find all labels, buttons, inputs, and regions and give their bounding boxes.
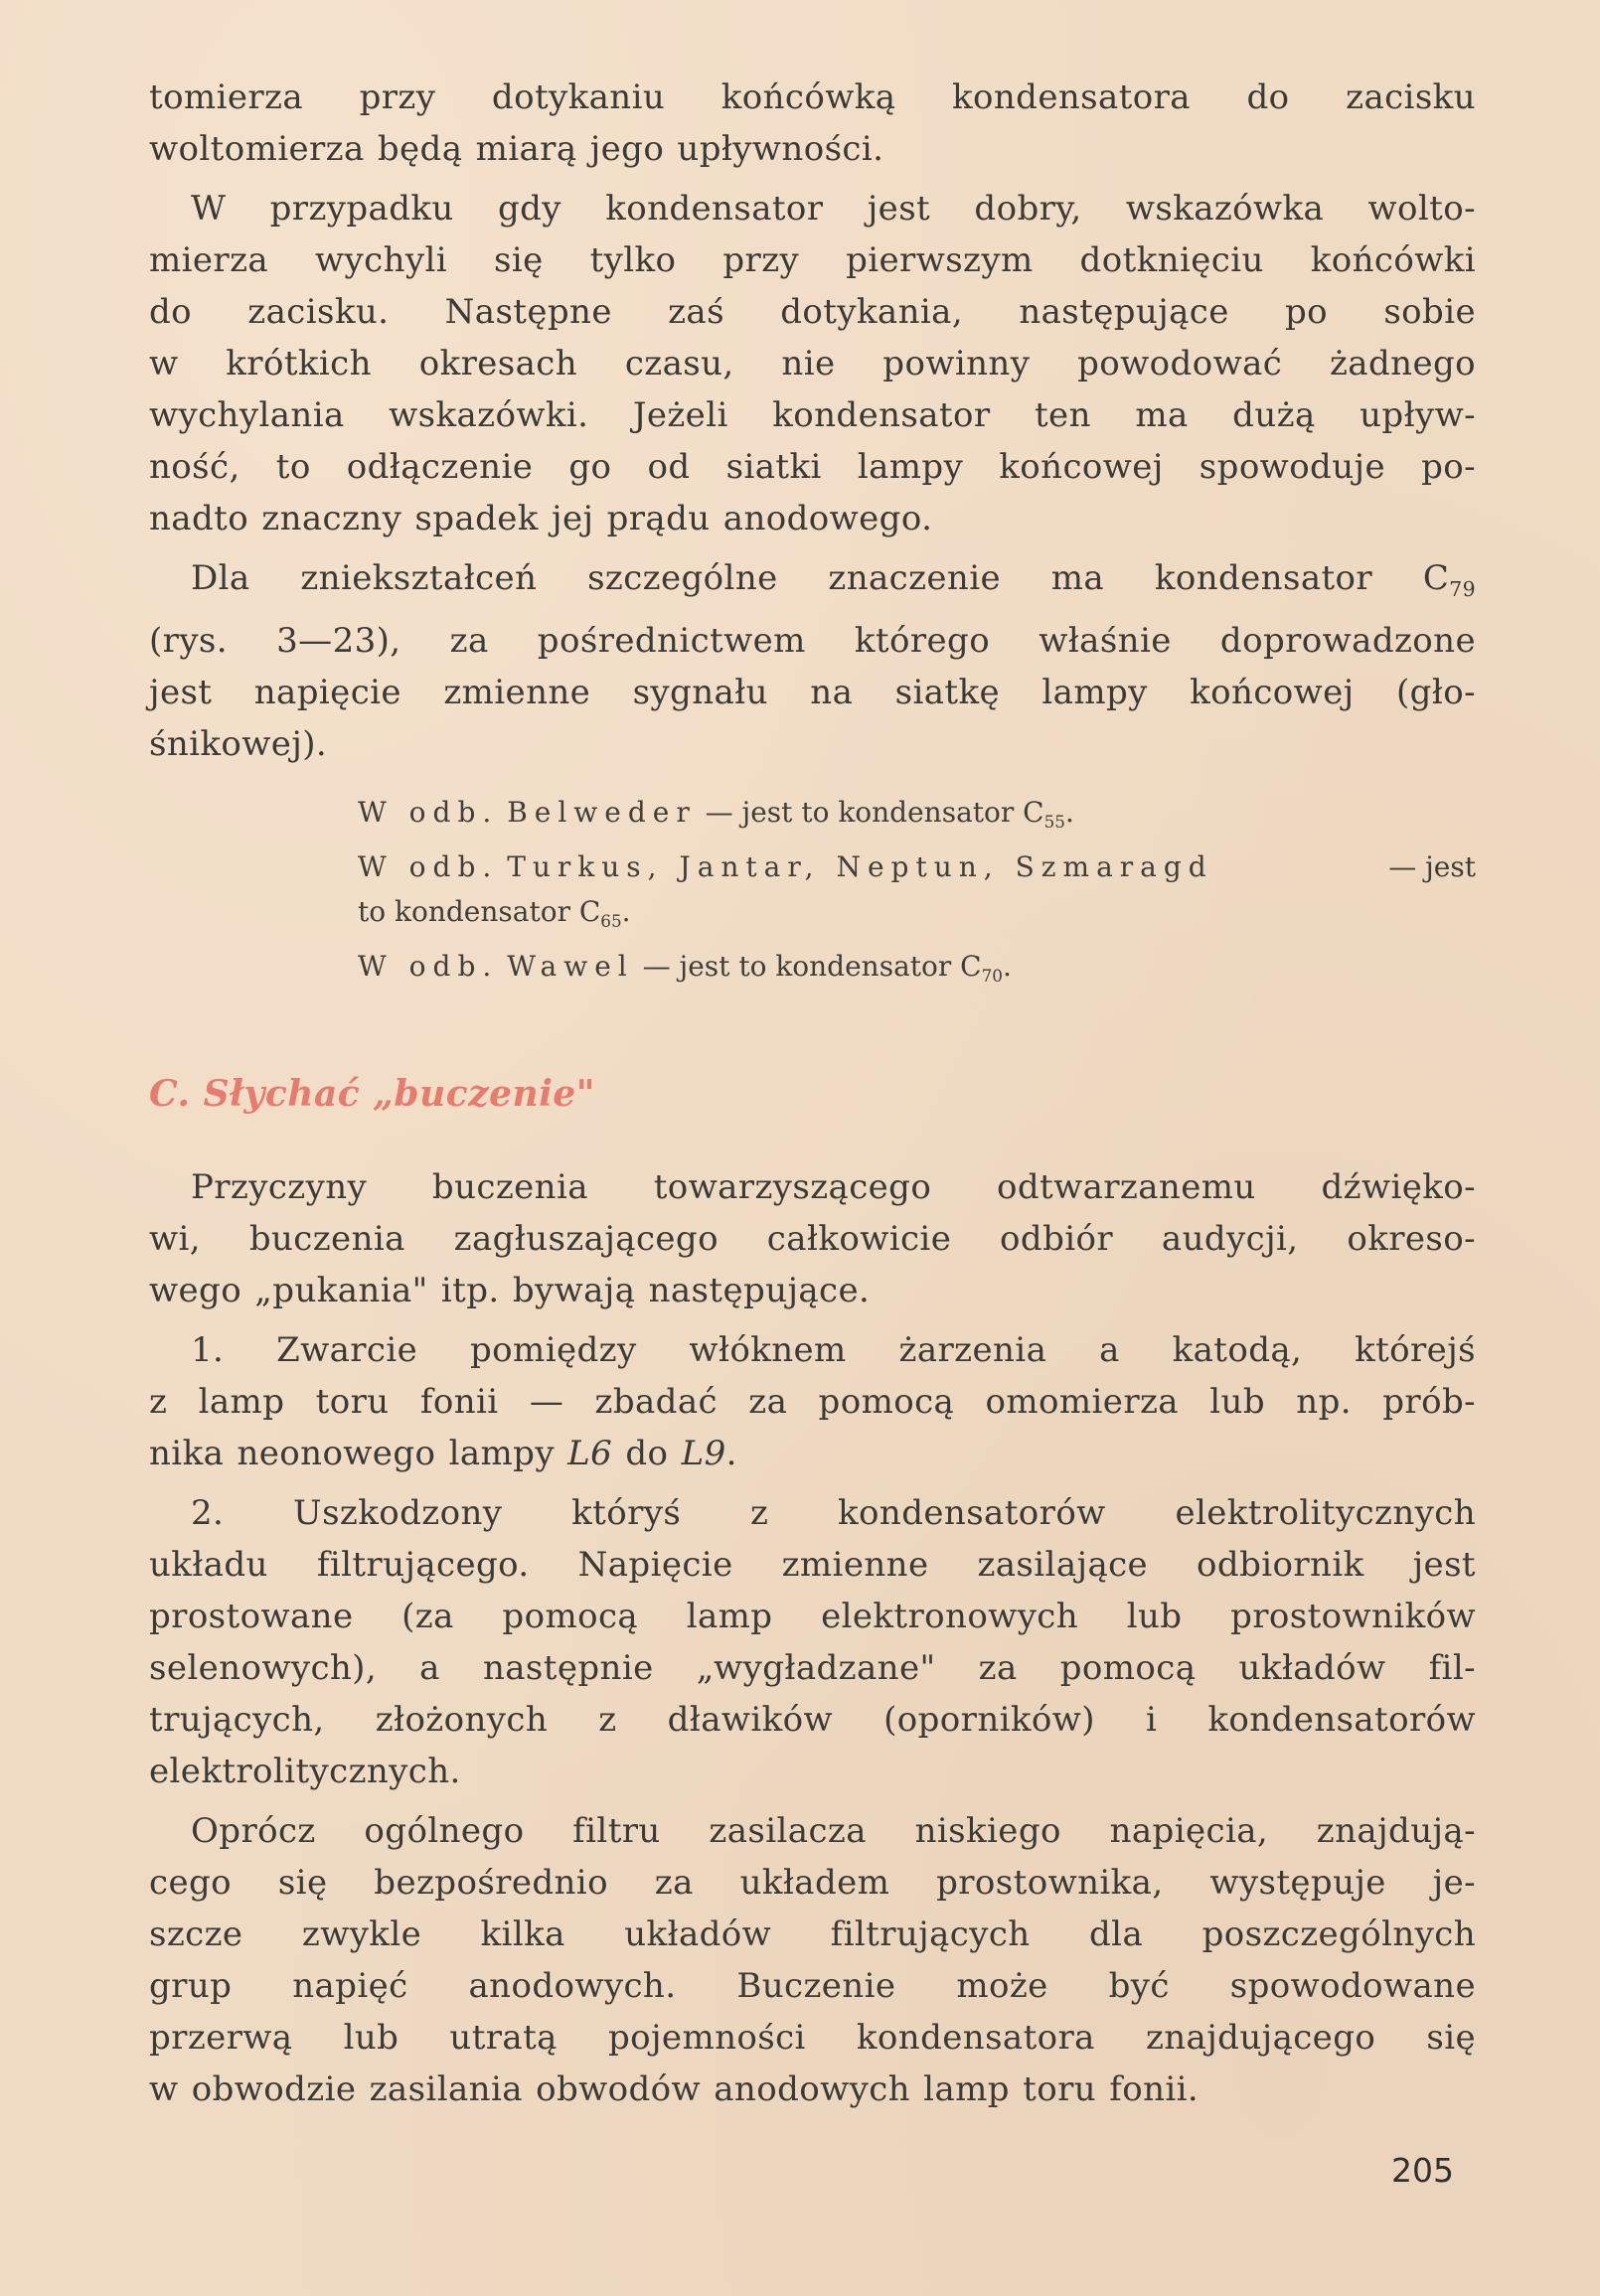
note-belweder xyxy=(358,790,1476,844)
paragraph-distortion xyxy=(149,552,1476,770)
subscript: 70 xyxy=(981,965,1003,986)
section-heading: C. Słychać „buczenie" xyxy=(149,1072,596,1115)
text-line xyxy=(149,552,1476,615)
text-line: trujących, złożonych z dławików (oporników) i kondensatorów xyxy=(149,1699,1476,1740)
text-line: selenowych), a następnie „wygładzane" za pomocą układów fil- xyxy=(149,1647,1476,1688)
text-line: cego się bezpośrednio za układem prostownika, występuje je- xyxy=(149,1862,1476,1903)
text-line: tomierza przy dotykaniu końcówką kondensatora do zacisku xyxy=(149,77,1476,117)
paragraph-good-capacitor xyxy=(149,183,1476,544)
note-turkus-continued xyxy=(358,889,1476,944)
text-line xyxy=(149,1428,1476,1479)
text-line: wychylania wskazówki. Jeżeli kondensator ten ma dużą upływ- xyxy=(149,395,1476,435)
page-number: 205 xyxy=(1391,2151,1454,2190)
subscript: 79 xyxy=(1449,577,1476,602)
paragraph-filters xyxy=(149,1805,1476,2115)
text-line: do zacisku. Następne zaś dotykania, następujące po sobie xyxy=(149,292,1476,332)
text-line: (rys. 3—23), za pośrednictwem którego właśnie doprowadzone xyxy=(149,621,1476,662)
note-prefix: W odb. xyxy=(358,796,499,830)
text-line: prostowane (za pomocą lamp elektronowych lub prostowników xyxy=(149,1596,1476,1636)
text-line: Przyczyny buczenia towarzyszącego odtwarzanemu dźwięko- xyxy=(191,1166,1476,1207)
text-line: wego „pukania" itp. bywają następujące. xyxy=(149,1270,871,1310)
paragraph-causes xyxy=(149,1161,1476,1316)
text-line: woltomierza będą miarą jego upływności. xyxy=(149,129,884,169)
text-line: ność, to odłączenie go od siatki lampy końcowej spowoduje po- xyxy=(149,447,1476,487)
text-line: jest napięcie zmienne sygnału na siatkę lampy końcowej (gło- xyxy=(149,673,1476,713)
list-item-1 xyxy=(149,1324,1476,1479)
text-line: W przypadku gdy kondensator jest dobry, wskazówka wolto- xyxy=(191,189,1476,229)
lamp-ref: L9 xyxy=(681,1433,726,1473)
text-line: Oprócz ogólnego filtru zasilacza niskiego napięcia, znajdują- xyxy=(191,1810,1476,1851)
text-span: nika neonowego lampy xyxy=(149,1433,568,1473)
text-line: w krótkich okresach czasu, nie powinny powodować żadnego xyxy=(149,344,1476,383)
note-turkus xyxy=(358,844,1476,889)
text-line: z lamp toru fonii — zbadać za pomocą omomierza lub np. prób- xyxy=(149,1381,1476,1422)
text-span: do xyxy=(612,1433,682,1473)
receiver-name: Belweder xyxy=(507,796,697,830)
receiver-name: Wawel xyxy=(507,949,634,983)
paragraph-continuation xyxy=(149,72,1476,175)
text-line: elektrolitycznych. xyxy=(149,1751,461,1791)
subscript: 55 xyxy=(1043,812,1065,832)
text-line: śnikowej). xyxy=(149,724,328,765)
note-wawel xyxy=(358,944,1476,998)
text-line: układu filtrującego. Napięcie zmienne zasilające odbiornik jest xyxy=(149,1544,1476,1585)
text-span: Dla zniekształceń szczególne znaczenie ma kondensator C xyxy=(191,558,1450,598)
note-prefix: W odb. xyxy=(358,949,499,983)
note-end: . xyxy=(1002,949,1012,983)
note-text: to kondensator C xyxy=(358,895,601,928)
note-end: . xyxy=(1064,796,1074,830)
text-line: mierza wychyli się tylko przy pierwszym dotknięciu końcówki xyxy=(149,240,1476,280)
text-span: . xyxy=(725,1433,737,1473)
text-line: przerwą lub utratą pojemności kondensatora znajdującego się xyxy=(149,2017,1476,2058)
text-line: 1. Zwarcie pomiędzy włóknem żarzenia a katodą, którejś xyxy=(191,1329,1476,1370)
text-line: grup napięć anodowych. Buczenie może być spowodowane xyxy=(149,1965,1476,2006)
subscript: 65 xyxy=(600,910,622,931)
receiver-name: Turkus, Jantar, Neptun, Szmaragd xyxy=(507,850,1213,883)
note-head xyxy=(358,844,1213,889)
text-line: 2. Uszkodzony któryś z kondensatorów elektrolitycznych xyxy=(191,1492,1476,1533)
text-line: nadto znaczny spadek jej prądu anodowego. xyxy=(149,499,933,538)
text-line: szcze zwykle kilka układów filtrujących dla poszczególnych xyxy=(149,1913,1476,1954)
text-line: w obwodzie zasilania obwodów anodowych lamp toru fonii. xyxy=(149,2068,1200,2109)
note-end: . xyxy=(621,895,631,928)
text-line: wi, buczenia zagłuszającego całkowicie odbiór audycji, okreso- xyxy=(149,1218,1476,1259)
lamp-ref: L6 xyxy=(567,1433,613,1473)
receiver-notes xyxy=(358,790,1476,998)
note-text: — jest to kondensator C xyxy=(705,796,1044,830)
book-page xyxy=(149,72,1476,2123)
note-text: — jest xyxy=(1388,850,1476,883)
note-text: — jest to kondensator C xyxy=(642,949,982,983)
list-item-2 xyxy=(149,1487,1476,1797)
note-prefix: W odb. xyxy=(358,850,499,883)
